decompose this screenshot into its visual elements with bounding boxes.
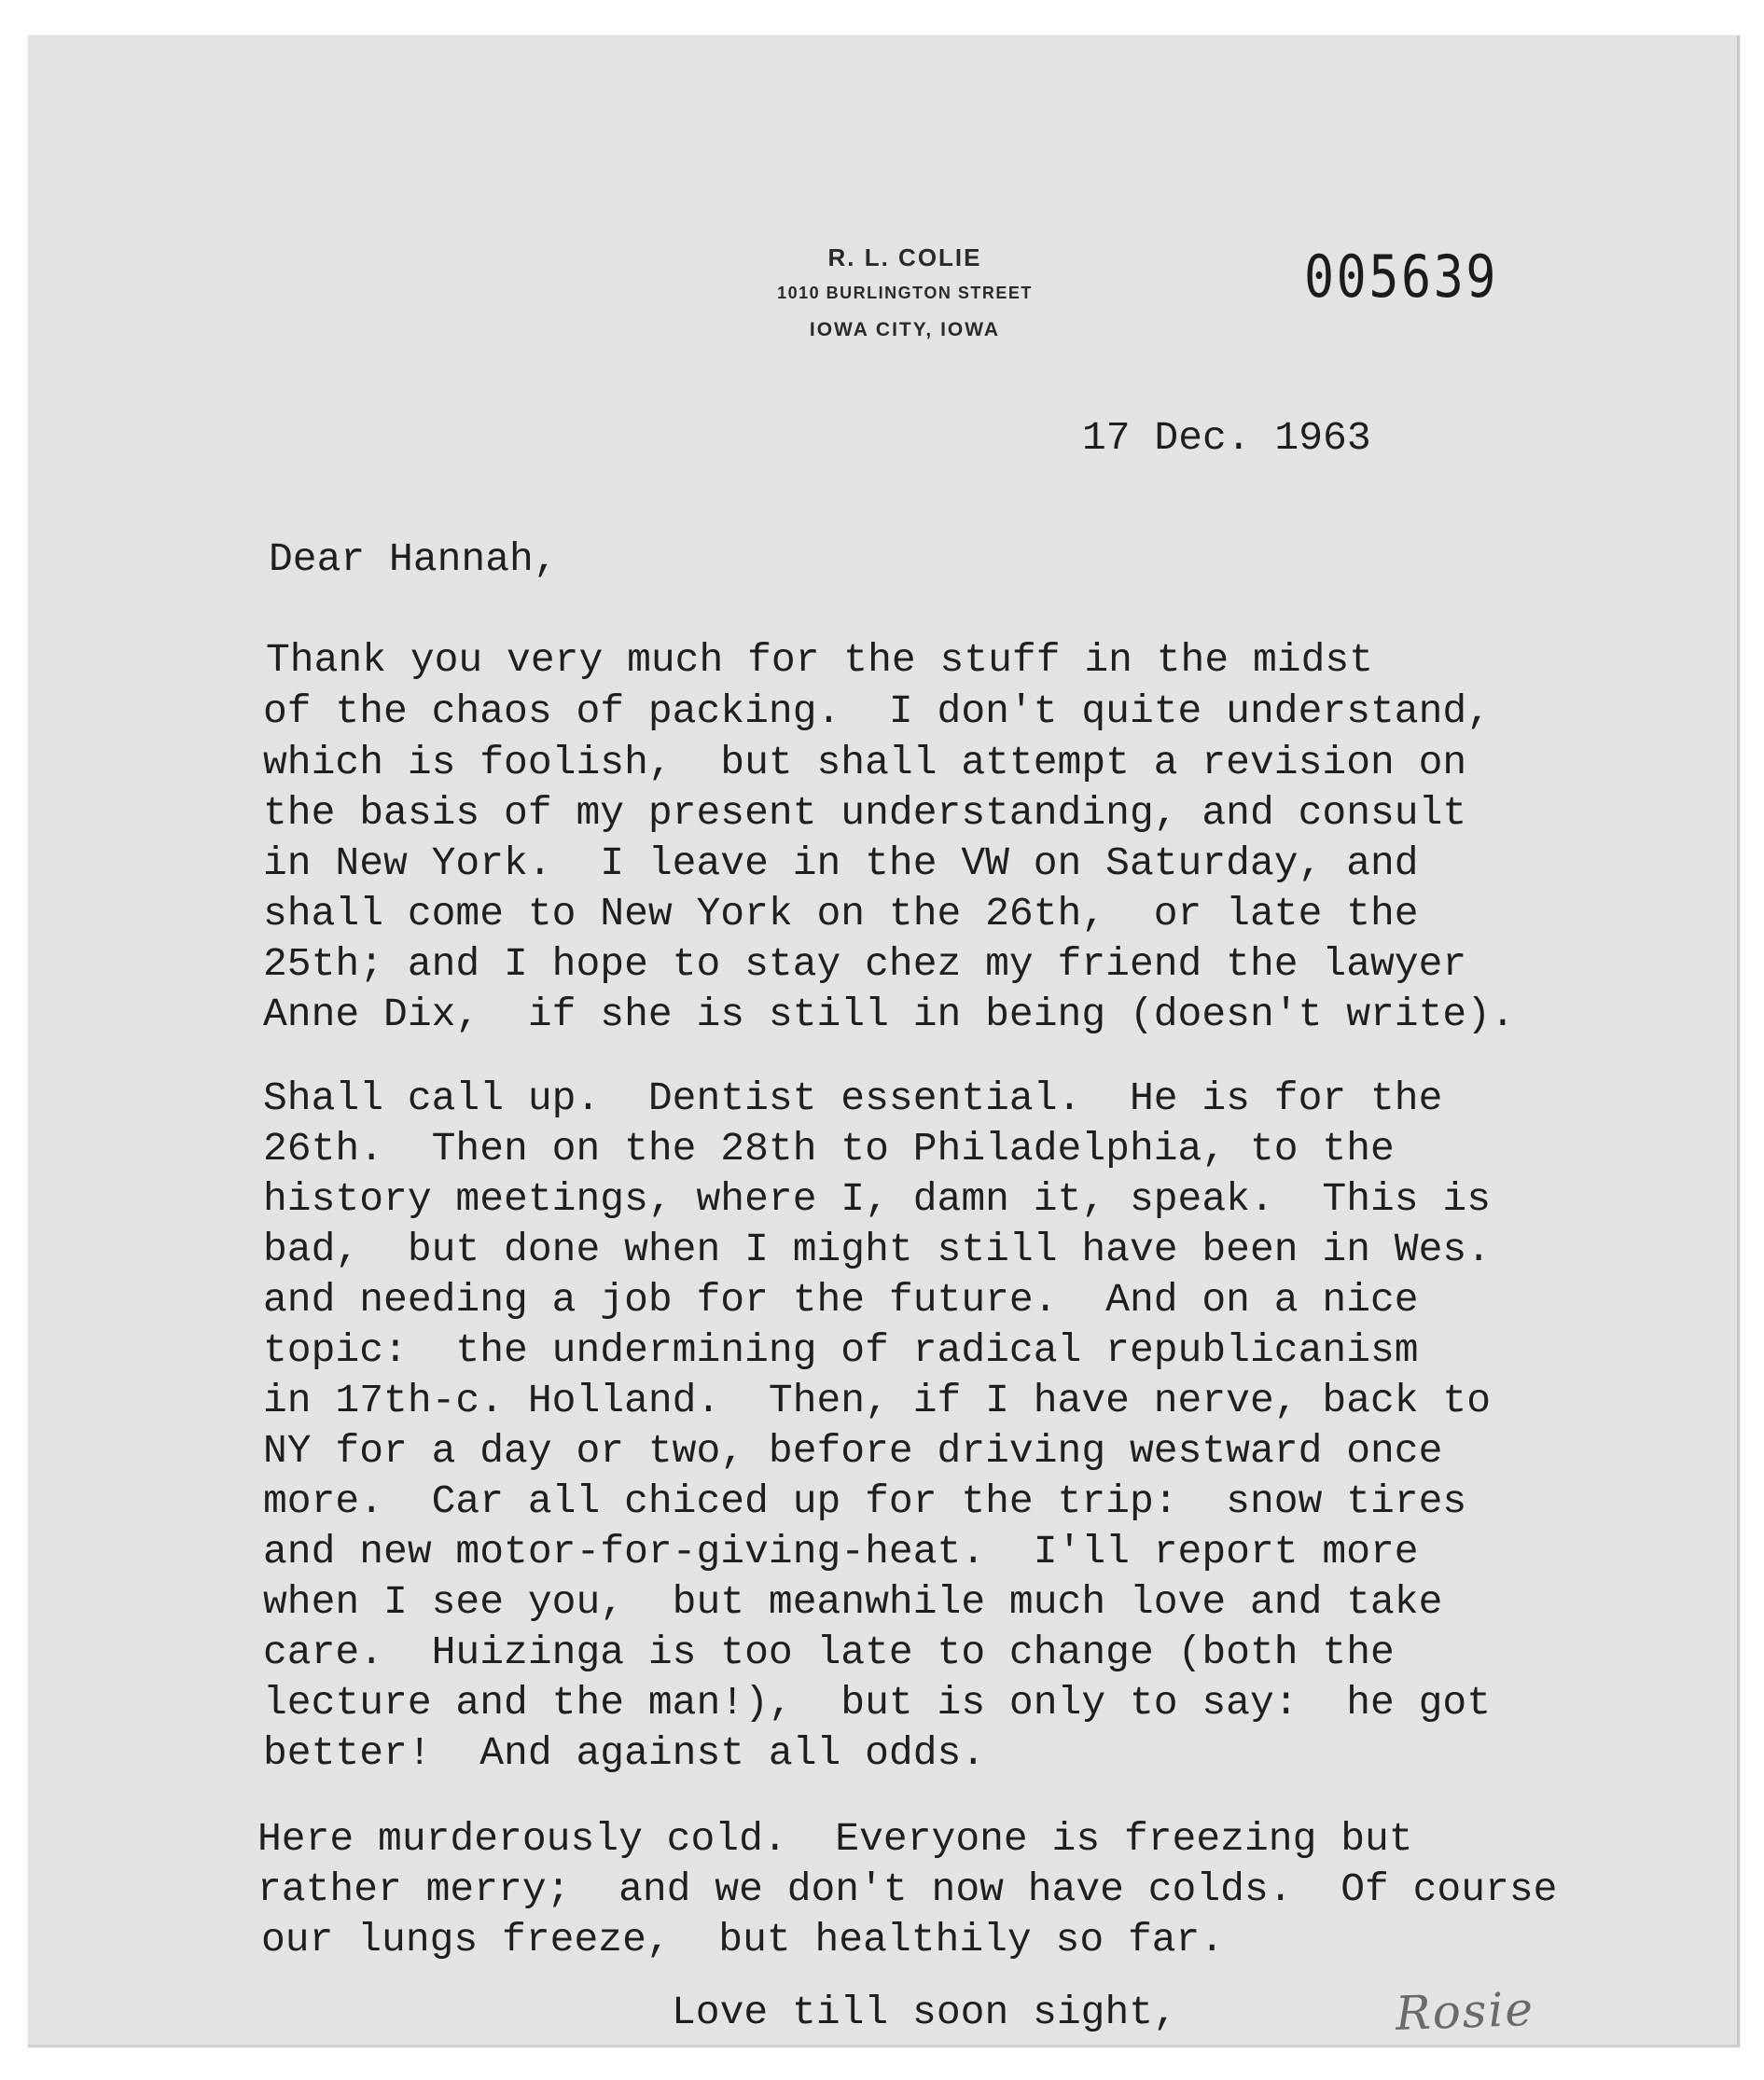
- paragraph-1-line: the basis of my present understanding, and consult: [263, 790, 1467, 836]
- letterhead-city: IOWA CITY, IOWA: [809, 319, 1001, 340]
- paragraph-2-line: Shall call up. Dentist essential. He is for the: [263, 1075, 1443, 1121]
- paragraph-1-line: 25th; and I hope to stay chez my friend the lawyer: [263, 941, 1467, 987]
- handwritten-signature: Rosie: [1395, 1981, 1535, 2041]
- paragraph-2-line: history meetings, where I, damn it, speak. This is: [263, 1176, 1492, 1222]
- paragraph-1-line: Anne Dix, if she is still in being (doesn't write).: [263, 991, 1515, 1037]
- letter-paper: [28, 35, 1740, 2047]
- paragraph-2-line: more. Car all chiced up for the trip: snow tires: [263, 1478, 1467, 1524]
- paragraph-2-line: lecture and the man!), but is only to say: he got: [263, 1680, 1492, 1726]
- paragraph-2-line: when I see you, but meanwhile much love and take: [263, 1579, 1443, 1625]
- paragraph-1-line: Thank you very much for the stuff in the midst: [266, 637, 1373, 683]
- paragraph-3-line: our lungs freeze, but healthily so far.: [261, 1917, 1225, 1962]
- paragraph-3-line: Here murderously cold. Everyone is freezing but: [257, 1816, 1413, 1862]
- closing: Love till soon sight,: [672, 1990, 1177, 2035]
- paragraph-2-line: bad, but done when I might still have been in Wes.: [263, 1227, 1492, 1272]
- paragraph-2-line: in 17th-c. Holland. Then, if I have nerve, back to: [263, 1378, 1492, 1423]
- document-number-stamp: 005639: [1304, 243, 1499, 311]
- letter-date: 17 Dec. 1963: [1082, 415, 1371, 461]
- paragraph-1-line: which is foolish, but shall attempt a revision on: [263, 740, 1467, 785]
- paragraph-2-line: 26th. Then on the 28th to Philadelphia, to the: [263, 1126, 1395, 1172]
- paragraph-2-line: and new motor-for-giving-heat. I'll report more: [263, 1529, 1419, 1574]
- paragraph-1-line: in New York. I leave in the VW on Saturday, and: [263, 840, 1419, 886]
- paragraph-2-line: better! And against all odds.: [263, 1730, 986, 1776]
- paragraph-3-line: rather merry; and we don't now have colds. Of course: [257, 1866, 1558, 1912]
- paragraph-2-line: care. Huizinga is too late to change (both the: [263, 1629, 1395, 1675]
- letterhead-street: 1010 BURLINGTON STREET: [777, 284, 1033, 302]
- letterhead-name: R. L. COLIE: [827, 243, 982, 271]
- salutation: Dear Hannah,: [269, 536, 558, 582]
- paragraph-1-line: shall come to New York on the 26th, or late the: [263, 891, 1419, 936]
- paragraph-2-line: and needing a job for the future. And on a nice: [263, 1277, 1419, 1323]
- paragraph-2-line: NY for a day or two, before driving westward once: [263, 1428, 1443, 1474]
- letterhead: [718, 245, 1091, 340]
- paragraph-1-line: of the chaos of packing. I don't quite understand,: [263, 688, 1492, 734]
- paragraph-2-line: topic: the undermining of radical republicanism: [263, 1327, 1419, 1373]
